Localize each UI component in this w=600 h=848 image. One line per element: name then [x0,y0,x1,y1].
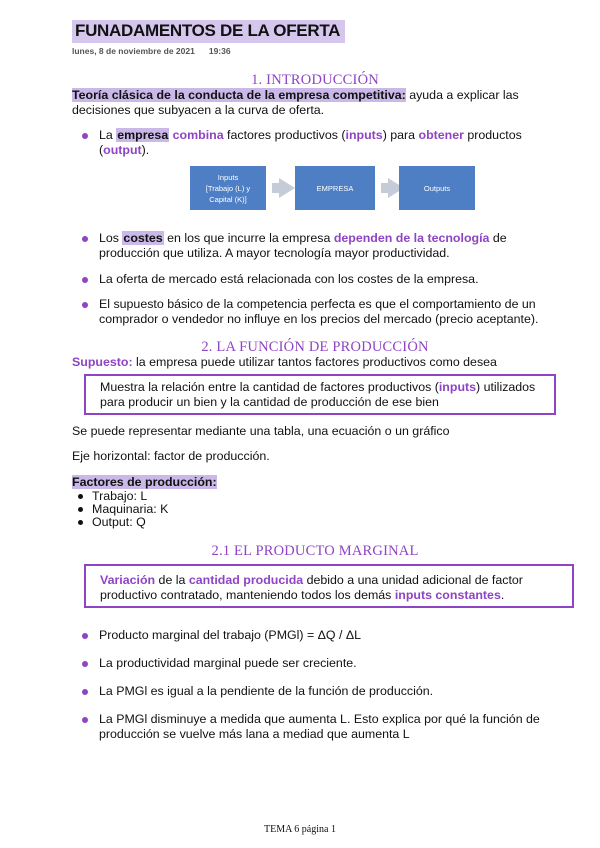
list-item: Output: Q [76,516,168,529]
kw-inputs: inputs [438,380,477,394]
kw-costes: costes [123,231,163,245]
text: productos ( [99,128,522,157]
factors-title [72,475,217,489]
kw-obtener: obtener [418,128,464,142]
intro-bold: Teoría clásica de la conducta de la empresa competitiva: [72,88,406,102]
kw-empresa: empresa [117,128,169,142]
bullet-icon [82,717,88,723]
kw-combina: combina [169,128,224,142]
section-heading-producto-marginal: 2.1 EL PRODUCTO MARGINAL [211,543,419,559]
bullet-icon [82,633,88,639]
page-title: FUNADAMENTOS DE LA OFERTA [72,20,345,43]
text: ) utilizados para producir un bien y la cantidad de producción de ese bien [100,380,536,409]
supuesto-label: Supuesto: [72,355,133,369]
intro-rest: ayuda a explicar las decisiones que subyacen a la curva de oferta. [72,88,519,117]
supuesto-text: la empresa puede utilizar tantos factores productivos como desea [132,355,497,369]
list-item: Trabajo: L [76,490,168,503]
kw-inputs: inputs [345,128,383,142]
bullet-icon [82,277,88,283]
bullet-costes [99,231,549,261]
axis-line: Eje horizontal: factor de producción. [72,449,270,463]
text: ) para [382,128,419,142]
arrow-icon [279,178,295,198]
bullet-empresa-combina [99,128,549,158]
time-text: 19:36 [208,46,231,56]
definition-text [100,380,548,410]
kw-variacion: Variación [100,573,156,587]
bullet-disminuye: La PMGl disminuye a medida que aumenta L. Esto explica por qué la función de producción se vuelve más lana a mediad que aumenta L [99,712,540,741]
diagram-text: Outputs [423,183,451,193]
text: en los que incurre la empresa [163,231,334,245]
date-text: lunes, 8 de noviembre de 2021 [72,46,195,56]
diagram-text: Capital (K)] [209,194,247,204]
kw-output: output [103,143,142,157]
text: Muestra la relación entre la cantidad de factores productivos ( [100,380,439,394]
section-heading-funcion: 2. LA FUNCIÓN DE PRODUCCIÓN [201,339,429,355]
bullet-competencia: El supuesto básico de la competencia perfecta es que el comportamiento de un comprador o vendedor no influye en los precios del mercado (precio aceptante). [99,297,539,326]
page-date [72,46,231,56]
bullet-pmgl: Producto marginal del trabajo (PMGl) = ΔQ / ΔL [99,628,362,642]
text: Los [99,231,123,245]
bullet-icon [82,302,88,308]
page-footer: TEMA 6 página 1 [264,824,336,835]
bullet-icon [82,133,88,139]
supuesto-line [72,355,542,370]
text: debido a una unidad adicional de factor productivo contratado, manteniendo todos los demás [100,573,523,602]
intro-paragraph [72,88,542,118]
factors-list [76,490,168,529]
kw-cantidad: cantidad producida [188,573,304,587]
diagram-empresa-box [295,166,375,210]
factors-title-text: Factores de producción: [72,475,217,489]
section-heading-introduccion: 1. INTRODUCCIÓN [251,72,379,88]
diagram-text: Inputs [217,172,239,182]
text: La [99,128,117,142]
kw-constantes: inputs constantes [394,588,501,602]
definition-box [84,374,556,415]
text: factores productivos ( [223,128,346,142]
kw-tecnologia: dependen de la tecnología [333,231,490,245]
list-item: Maquinaria: K [76,503,168,516]
text: ). [141,143,150,157]
bullet-icon [82,661,88,667]
marginal-definition-box [84,564,574,608]
bullet-icon [82,689,88,695]
bullet-oferta: La oferta de mercado está relacionada con los costes de la empresa. [99,272,479,286]
diagram-outputs-box [399,166,475,210]
text: de producción que utiliza. A mayor tecnología mayor productividad. [99,231,507,260]
text: . [500,588,505,602]
bullet-pendiente: La PMGl es igual a la pendiente de la función de producción. [99,684,434,698]
bullet-icon [82,236,88,242]
marginal-definition-text [100,573,530,603]
diagram-text: [Trabajo (L) y [205,183,251,193]
text: de la [155,573,189,587]
bullet-creciente: La productividad marginal puede ser creciente. [99,656,357,670]
diagram-inputs-box [190,166,266,210]
diagram-text: EMPRESA [316,183,354,193]
representation-line: Se puede representar mediante una tabla, una ecuación o un gráfico [72,424,450,438]
